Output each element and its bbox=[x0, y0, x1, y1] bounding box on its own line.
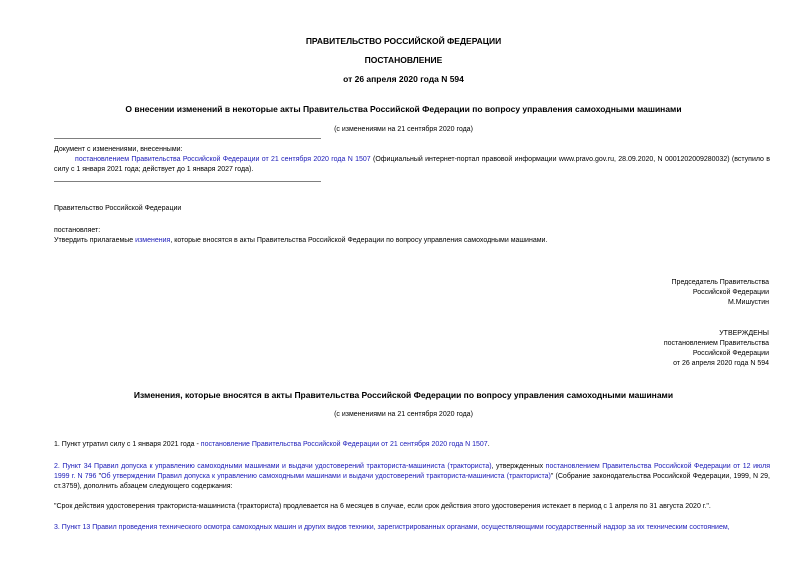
document-title: О внесении изменений в некоторые акты Правительства Российской Федерации по вопросу управления самоходными машинами bbox=[125, 104, 682, 114]
item-3 bbox=[54, 523, 770, 533]
item-1-link[interactable]: постановление Правительства Российской Федерации от 21 сентября 2020 года N 1507 bbox=[200, 441, 488, 448]
item-2-post: " (Собрание законодательства Российской Федерации, 1999, N 29, ст.3759), дополнить абзацем следующего содержания: bbox=[54, 473, 770, 490]
changes-edition: (с изменениями на 21 сентября 2020 года) bbox=[334, 411, 473, 418]
document-date-number: от 26 апреля 2020 года N 594 bbox=[343, 74, 464, 84]
item-2-mid: , утвержденных bbox=[491, 463, 546, 470]
edition-note: (с изменениями на 21 сентября 2020 года) bbox=[334, 126, 473, 133]
item-1-end: . bbox=[487, 441, 490, 448]
approve-post: , которые вносятся в акты Правительства Российской Федерации по вопросу управления самоходными машинами. bbox=[170, 237, 548, 244]
signature-country: Российской Федерации bbox=[692, 289, 769, 296]
item-2 bbox=[54, 462, 770, 492]
item-2-quote-open: " bbox=[96, 473, 102, 480]
bottom-divider bbox=[54, 181, 321, 182]
amendment-note bbox=[54, 155, 770, 175]
amendment-note-rest: (Официальный интернет-портал правовой информации www.pravo.gov.ru, 28.09.2020, N 0001202009280032) (вступило в силу с 1 января 2021 года; действует до 1 января 2027 года). bbox=[54, 156, 770, 173]
item-2-title-link[interactable]: Об утверждении Правил допуска к управлению самоходными машинами и выдачи удостоверений тракториста-машиниста (тракториста) bbox=[101, 473, 551, 480]
item-1 bbox=[54, 440, 490, 450]
approved-date: от 26 апреля 2020 года N 594 bbox=[673, 360, 769, 367]
decides: постановляет: bbox=[54, 227, 101, 234]
changes-title: Изменения, которые вносятся в акты Правительства Российской Федерации по вопросу управления самоходными машинами bbox=[133, 390, 674, 400]
amendment-link[interactable]: постановлением Правительства Российской Федерации от 21 сентября 2020 года N 1507 bbox=[75, 156, 371, 163]
amendment-intro: Документ с изменениями, внесенными: bbox=[54, 146, 183, 153]
item-3-link[interactable]: 3. Пункт 13 Правил проведения технического осмотра самоходных машин и других видов техники, зарегистрированных органами, осуществляющими государственный надзор за их техническим состоянием, bbox=[54, 524, 730, 531]
document-type: ПОСТАНОВЛЕНИЕ bbox=[364, 55, 443, 65]
issuer: Правительство Российской Федерации bbox=[54, 205, 182, 212]
changes-link[interactable]: изменения bbox=[135, 237, 171, 244]
item-1-text: 1. Пункт утратил силу с 1 января 2021 года - bbox=[54, 441, 201, 448]
government-heading: ПРАВИТЕЛЬСТВО РОССИЙСКОЙ ФЕДЕРАЦИИ bbox=[305, 36, 502, 46]
signature-name: М.Мишустин bbox=[727, 299, 769, 306]
approved-label: УТВЕРЖДЕНЫ bbox=[719, 330, 769, 337]
approved-country: Российской Федерации bbox=[692, 350, 769, 357]
approve-sentence bbox=[54, 236, 547, 246]
top-divider bbox=[54, 138, 321, 139]
approved-by: постановлением Правительства bbox=[663, 340, 769, 347]
item-2-quote: "Срок действия удостоверения тракториста-машиниста (тракториста) продлевается на 6 месяцев в случае, если срок действия этого удостоверения истекает в период с 1 апреля по 31 августа 2020 г.". bbox=[54, 503, 711, 510]
item-2-rules-link[interactable]: 2. Пункт 34 Правил допуска к управлению самоходными машинами и выдачи удостоверений тракториста-машиниста (тракториста) bbox=[54, 463, 492, 470]
item-2-decree-link[interactable]: постановлением Правительства Российской Федерации от 12 июля 1999 г. N 796 bbox=[54, 463, 770, 480]
approve-pre: Утвердить прилагаемые bbox=[54, 237, 136, 244]
signature-title: Председатель Правительства bbox=[671, 279, 769, 286]
